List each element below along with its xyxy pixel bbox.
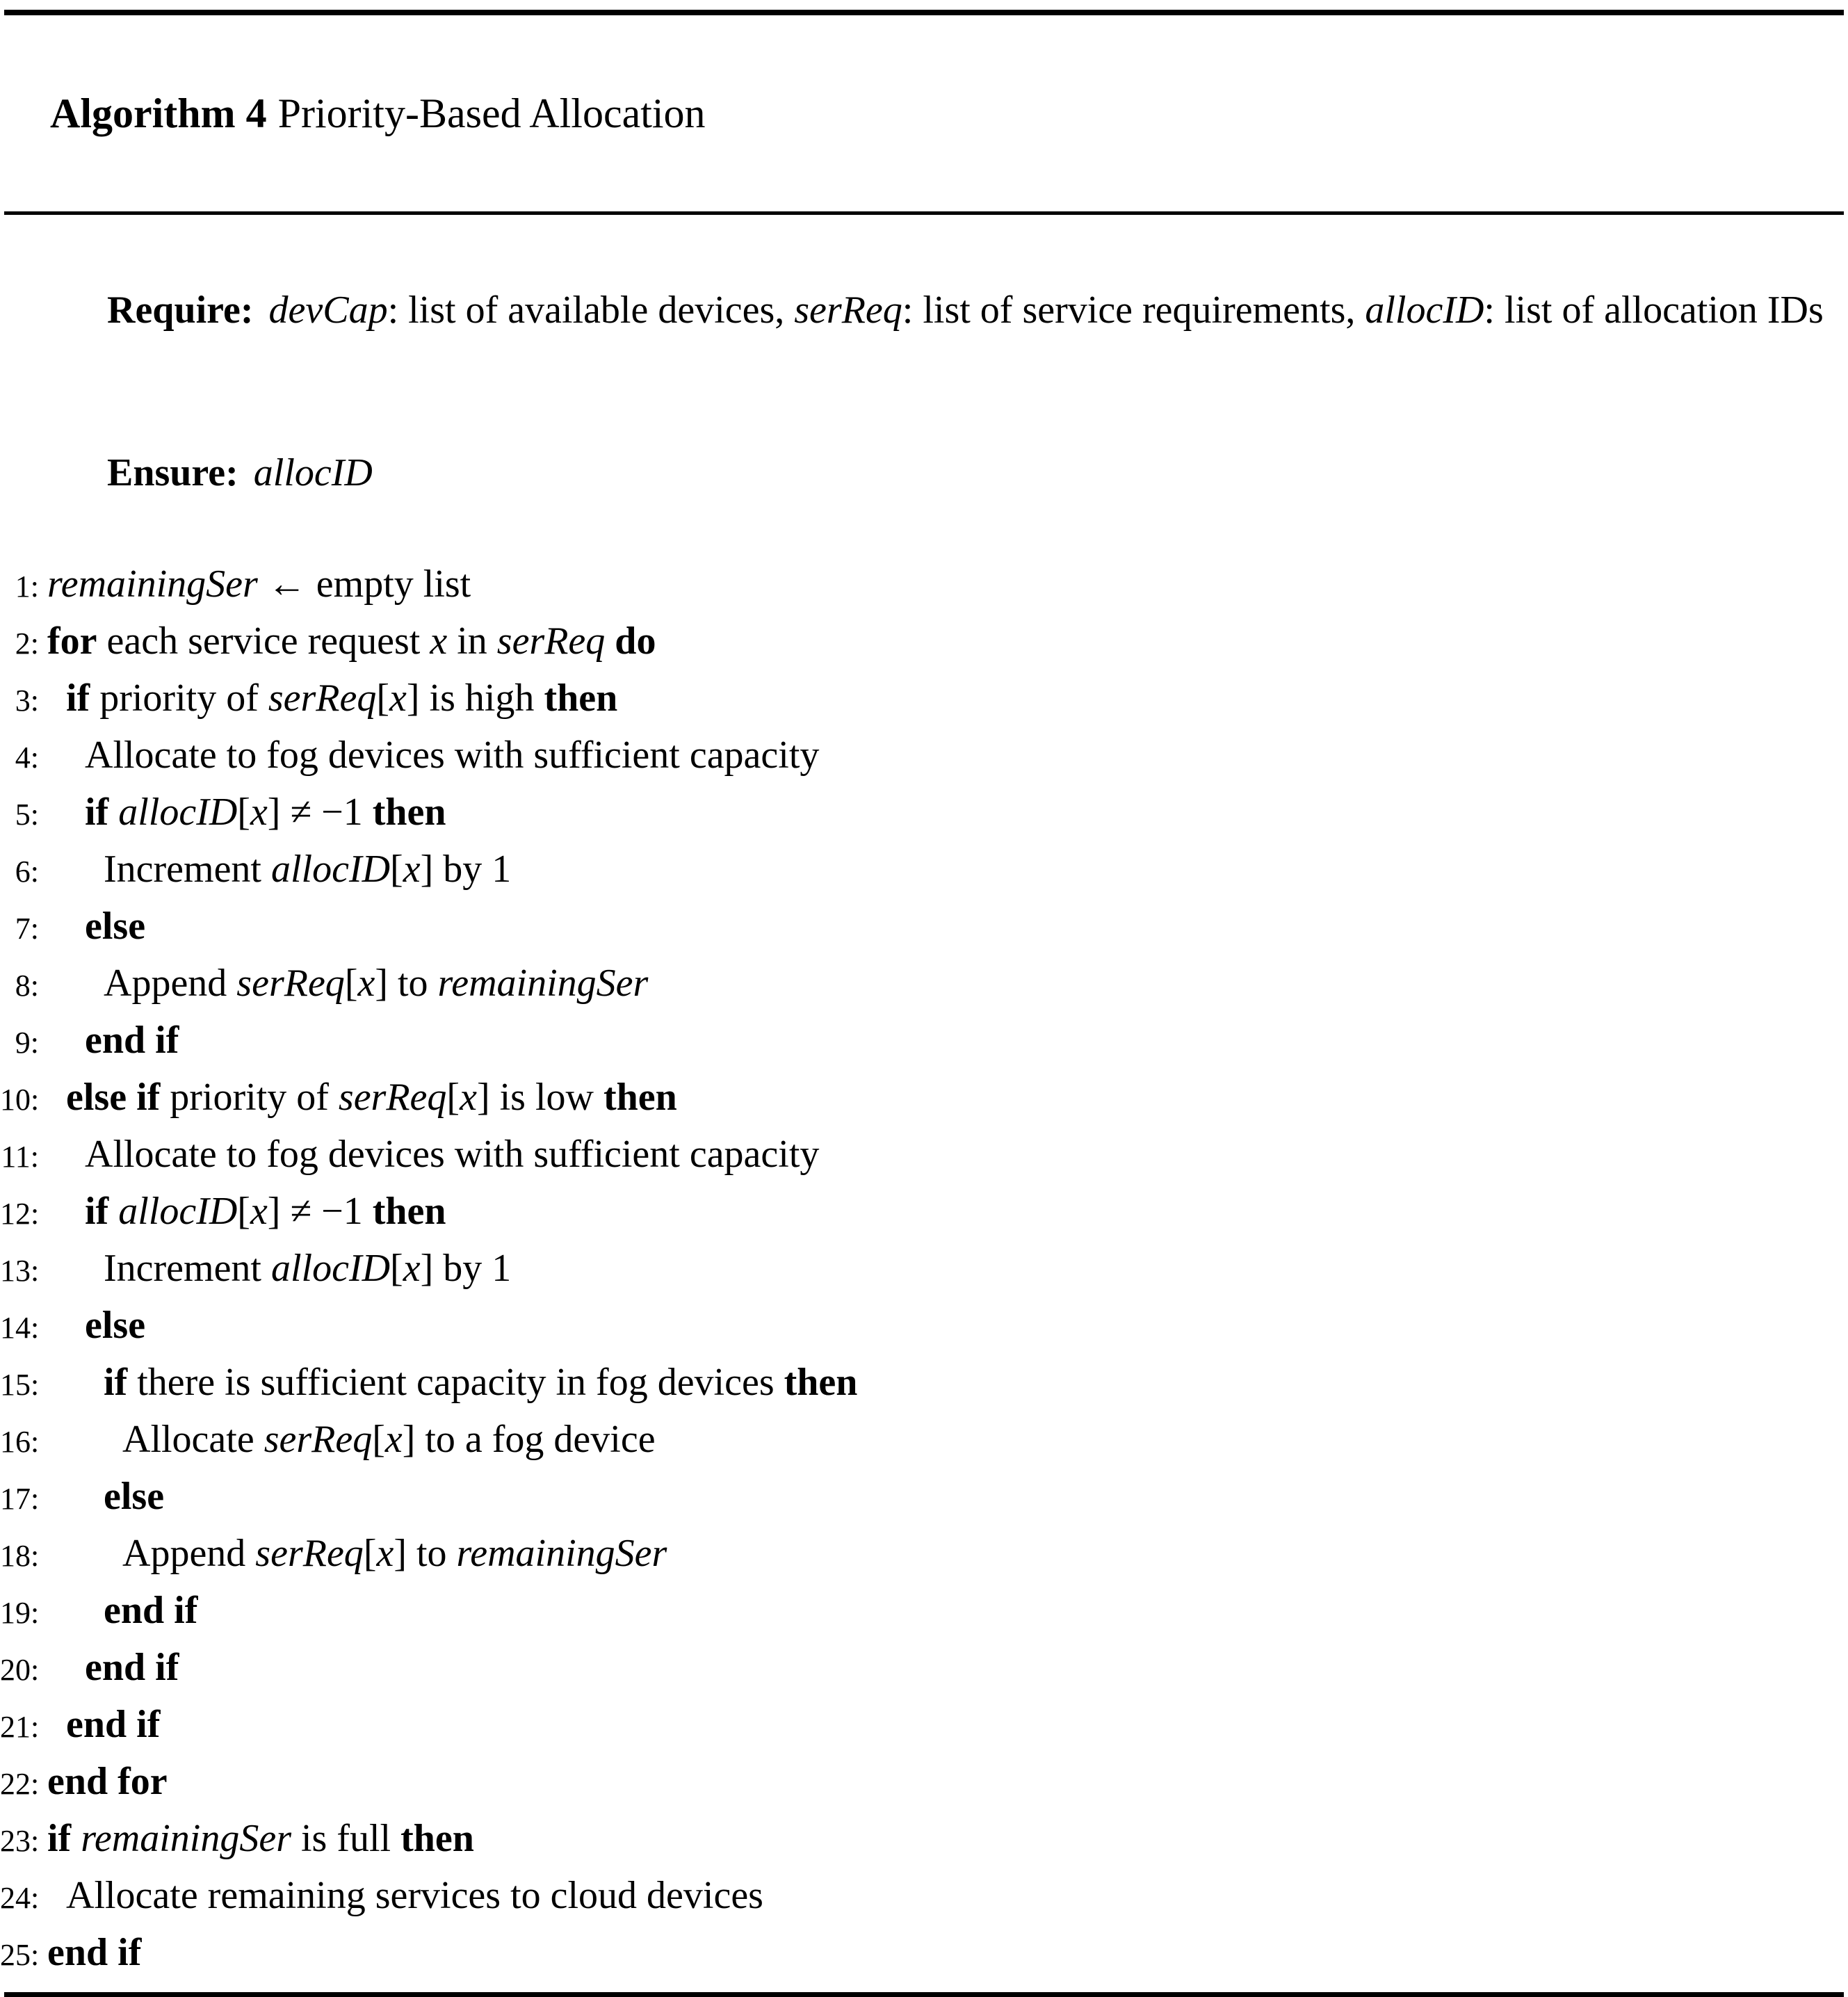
line-number: 6:: [15, 855, 39, 889]
text-run: remainingSer: [47, 563, 258, 606]
text-run: Increment: [104, 848, 271, 891]
text-run: else: [85, 905, 146, 948]
line-content: [47, 1640, 179, 1695]
text-run: x: [250, 1190, 268, 1233]
text-run: then: [372, 791, 446, 834]
text-run: if: [66, 677, 90, 720]
line-number: 14:: [0, 1311, 40, 1345]
line-number: 22:: [0, 1767, 40, 1801]
text-run: allocID: [1365, 289, 1484, 332]
line-number: 12:: [0, 1197, 40, 1231]
line-content: [47, 1241, 511, 1296]
line-number: 23:: [0, 1824, 40, 1858]
line-content: [47, 956, 648, 1011]
line-content: [47, 1184, 446, 1239]
text-run: if: [85, 791, 109, 834]
algorithm-line: [0, 1583, 1848, 1640]
text-run: then: [544, 677, 618, 720]
algorithm-line: [0, 557, 1848, 614]
line-content: [47, 557, 471, 612]
text-run: : list of available devices,: [387, 289, 795, 332]
text-run: x: [403, 848, 421, 891]
line-content: [47, 842, 511, 897]
line-content: [47, 1925, 141, 1980]
algorithm-line: [0, 842, 1848, 899]
text-run: [605, 620, 615, 663]
text-run: priority of: [90, 677, 268, 720]
text-run: : list of allocation IDs: [1484, 289, 1824, 332]
line-content: [47, 1811, 474, 1866]
text-run: [: [372, 1418, 385, 1461]
text-run: Append: [122, 1532, 256, 1575]
text-run: end if: [66, 1703, 161, 1746]
algorithm-line: [0, 1298, 1848, 1355]
line-content: [47, 899, 145, 954]
text-run: ] to: [394, 1532, 457, 1575]
text-run: ] is low: [476, 1076, 603, 1119]
text-run: [71, 1817, 81, 1860]
text-run: x: [389, 677, 407, 720]
line-number: 7:: [15, 912, 39, 946]
algorithm-line: [0, 1355, 1848, 1412]
text-run: x: [357, 962, 375, 1005]
text-run: ← empty list: [257, 563, 471, 606]
text-run: x: [384, 1418, 403, 1461]
text-run: in: [447, 620, 497, 663]
line-number: 9:: [15, 1026, 39, 1060]
line-number: 10:: [0, 1083, 40, 1117]
text-run: remainingSer: [437, 962, 649, 1005]
text-run: serReq: [794, 289, 902, 332]
algorithm-lines: [0, 557, 1848, 1982]
text-run: serReq: [338, 1076, 447, 1119]
line-number: 15:: [0, 1368, 40, 1402]
text-run: Allocate: [122, 1418, 264, 1461]
algorithm-line: [0, 1868, 1848, 1925]
line-content: [47, 1583, 197, 1638]
text-run: : list of service requirements,: [902, 289, 1365, 332]
line-number: 19:: [0, 1596, 40, 1630]
text-run: if: [47, 1817, 72, 1860]
text-run: [: [237, 791, 250, 834]
line-number: 2:: [15, 626, 39, 661]
text-run: x: [403, 1247, 421, 1290]
text-run: if: [104, 1361, 128, 1404]
algorithm-line: [0, 1013, 1848, 1070]
text-run: devCap: [268, 289, 388, 332]
text-run: then: [372, 1190, 446, 1233]
text-run: serReq: [236, 962, 345, 1005]
text-run: [: [344, 962, 358, 1005]
algorithm-line: [0, 785, 1848, 842]
text-run: end if: [104, 1589, 198, 1632]
algorithm-line: [0, 1469, 1848, 1526]
line-number: 17:: [0, 1482, 40, 1516]
text-run: ] ≠ −1: [267, 791, 373, 834]
text-run: allocID: [118, 791, 238, 834]
line-number: 11:: [1, 1140, 39, 1174]
bottom-rule: [4, 1992, 1844, 1997]
line-number: 16:: [0, 1425, 40, 1459]
text-run: remainingSer: [81, 1817, 291, 1860]
algorithm-line: [0, 1811, 1848, 1868]
ensure-text: [254, 451, 373, 494]
text-run: [108, 791, 118, 834]
line-content: [47, 785, 446, 840]
line-number: 25:: [0, 1938, 40, 1972]
text-run: x: [250, 791, 268, 834]
text-run: serReq: [496, 620, 606, 663]
text-run: x: [430, 620, 448, 663]
line-number: 1:: [15, 569, 39, 604]
text-run: ] to a fog device: [402, 1418, 656, 1461]
text-run: [: [237, 1190, 250, 1233]
algorithm-line: [0, 1070, 1848, 1127]
algorithm-line: [0, 899, 1848, 956]
line-content: [47, 671, 617, 726]
line-content: [47, 1298, 145, 1353]
text-run: [108, 1190, 118, 1233]
text-run: do: [615, 620, 656, 663]
line-number: 5:: [15, 798, 39, 832]
text-run: ] to: [375, 962, 438, 1005]
text-run: allocID: [118, 1190, 238, 1233]
line-content: [47, 1868, 763, 1923]
text-run: end if: [47, 1931, 142, 1974]
algorithm-line: [0, 1697, 1848, 1754]
title-rule: [4, 211, 1844, 215]
line-content: [47, 1412, 656, 1467]
line-content: [47, 1013, 179, 1068]
text-run: Allocate to fog devices with sufficient capacity: [85, 734, 820, 777]
text-run: remainingSer: [456, 1532, 667, 1575]
text-run: then: [784, 1361, 858, 1404]
text-run: each service request: [97, 620, 430, 663]
text-run: else: [85, 1304, 146, 1347]
line-number: 3:: [15, 684, 39, 718]
require-keyword: Require:: [107, 289, 254, 332]
text-run: for: [47, 620, 97, 663]
algorithm-name: Priority-Based Allocation: [277, 90, 706, 136]
line-number: 18:: [0, 1539, 40, 1573]
line-content: [47, 1697, 160, 1752]
text-run: else if: [66, 1076, 161, 1119]
text-run: [: [390, 1247, 403, 1290]
text-run: serReq: [264, 1418, 373, 1461]
line-number: 21:: [0, 1710, 40, 1744]
text-run: Increment: [104, 1247, 271, 1290]
line-number: 20:: [0, 1653, 40, 1687]
line-content: [47, 1127, 819, 1182]
text-run: else: [104, 1475, 165, 1518]
text-run: [: [376, 677, 390, 720]
text-run: then: [603, 1076, 677, 1119]
algorithm-label: Algorithm 4: [50, 90, 267, 136]
algorithm-line: [0, 1184, 1848, 1241]
text-run: end if: [85, 1019, 179, 1062]
text-run: end if: [85, 1646, 179, 1689]
ensure-keyword: Ensure:: [107, 451, 238, 494]
text-run: x: [460, 1076, 477, 1119]
line-number: 8:: [15, 969, 39, 1003]
algorithm-line: [0, 1241, 1848, 1298]
text-run: [: [363, 1532, 377, 1575]
algorithm-line: [0, 1754, 1848, 1811]
text-run: x: [376, 1532, 394, 1575]
require-text: [269, 289, 1824, 332]
algorithm-line: [0, 671, 1848, 728]
text-run: [: [390, 848, 403, 891]
algorithm-line: [0, 1412, 1848, 1469]
line-content: [47, 1469, 164, 1524]
text-run: end for: [47, 1760, 168, 1803]
line-content: [47, 1526, 667, 1581]
text-run: if: [85, 1190, 109, 1233]
line-number: 4:: [15, 741, 39, 775]
algorithm-line: [0, 1925, 1848, 1982]
text-run: allocID: [270, 1247, 391, 1290]
text-run: priority of: [160, 1076, 339, 1119]
text-run: ] by 1: [420, 1247, 512, 1290]
text-run: serReq: [255, 1532, 364, 1575]
text-run: [: [446, 1076, 460, 1119]
algorithm-line: [0, 1127, 1848, 1184]
line-content: [47, 1754, 168, 1809]
line-number: 24:: [0, 1881, 40, 1915]
text-run: ] is high: [406, 677, 544, 720]
algorithm-line: [0, 1640, 1848, 1697]
text-run: serReq: [268, 677, 377, 720]
text-run: Allocate to fog devices with sufficient capacity: [85, 1133, 820, 1176]
text-run: Append: [104, 962, 237, 1005]
line-content: [47, 1070, 677, 1125]
require-line: [0, 229, 1848, 391]
text-run: there is sufficient capacity in fog devices: [127, 1361, 784, 1404]
ensure-line: [0, 391, 1848, 554]
algorithm-line: [0, 614, 1848, 671]
text-run: ] ≠ −1: [267, 1190, 373, 1233]
text-run: is full: [291, 1817, 401, 1860]
algorithm-line: [0, 956, 1848, 1013]
algorithm-title: [0, 15, 1848, 211]
line-content: [47, 1355, 857, 1410]
line-content: [47, 614, 656, 669]
text-run: then: [400, 1817, 474, 1860]
line-number: 13:: [0, 1254, 40, 1288]
text-run: ] by 1: [420, 848, 512, 891]
algorithm-line: [0, 728, 1848, 785]
algorithm-line: [0, 1526, 1848, 1583]
text-run: allocID: [270, 848, 391, 891]
top-rule: [4, 10, 1844, 15]
text-run: Allocate remaining services to cloud devices: [66, 1874, 763, 1917]
text-run: allocID: [253, 451, 373, 494]
line-content: [47, 728, 819, 783]
